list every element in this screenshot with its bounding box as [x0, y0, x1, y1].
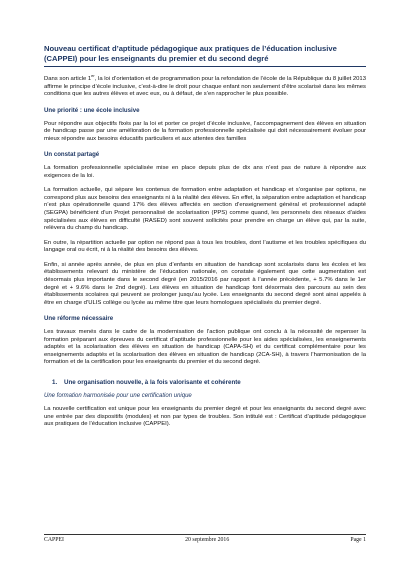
- document-title: Nouveau certificat d’aptitude pédagogique aux pratiques de l’éducation inclusive (CAPPEI) pour les enseignants du premier et du second degré: [44, 44, 366, 67]
- page-footer: [44, 534, 366, 544]
- section-1-heading: [52, 379, 366, 387]
- heading-reform: Une réforme nécessaire: [44, 315, 114, 323]
- heading-priority: Une priorité : une école inclusive: [44, 106, 140, 114]
- constat-paragraph-1: La formation professionnelle spécialisée mise en place depuis plus de dix ans n’est pas de nature à répondre aux exigences de la loi.: [44, 164, 366, 179]
- section-1-number: 1.: [52, 379, 58, 386]
- footer-doc-name: CAPPEI: [44, 537, 64, 543]
- priority-paragraph: Pour répondre aux objectifs fixés par la loi et porter ce projet d’école inclusive, l’accompagnement des élèves en situation de handicap passe par une amélioration de la formation professionnelle spécialisée qui doit nécessairement évoluer pour mieux répondre aux besoins éducatifs particuliers et aux attentes des familles: [44, 120, 366, 142]
- constat-paragraph-3: En outre, la répartition actuelle par option ne répond pas à tous les troubles, dont l’autisme et les troubles spécifiques du langage oral ou écrit, ni à la réalité des besoins des élèves.: [44, 239, 366, 254]
- intro-text-end: , la loi d’orientation et de programmation pour la refondation de l’école de la République du 8 juillet 2013 affirme le principe d’école inclusive, c’est-à-dire le droit pour chaque enfant non seulement d’être scolarisé dans les mêmes conditions que les autres élèves et avec eux, ou à défaut, de s’en rapprocher le plus possible.: [44, 76, 366, 98]
- section-1-subheading: Une formation harmonisée pour une certification unique: [44, 392, 192, 399]
- footer-page-number: Page 1: [350, 537, 366, 543]
- intro-superscript: er: [91, 73, 95, 79]
- reform-paragraph: Les travaux menés dans le cadre de la modernisation de l’action publique ont conclu à la nécessité de repenser la formation préparant aux épreuves du certificat d’aptitude professionnelle pour les aides spécialisées, les enseignements adaptés et la scolarisation des élèves en situation de handicap (CAPA-SH) et du certificat complémentaire pour les enseignements adaptés et la scolarisation des élèves en situation de handicap (2CA-SH), à travers l’harmonisation de la formation et de la certification pour les enseignants du premier et du second degré.: [44, 329, 366, 366]
- constat-paragraph-2: La formation actuelle, qui sépare les contenus de formation entre adaptation et handicap et s’organise par options, ne correspond plus aux besoins des enseignants ni à la réalité des élèves. En effet, la séparation entre adaptation et handicap n’est plus opérationnelle quand 17% des élèves affectés en section d’enseignement général et professionnel adapté (SEGPA) bénéficient d’un Projet personnalisé de scolarisation (PPS) comme quand, les personnels des réseaux d’aides spécialisées aux élèves en difficulté (RASED) sont souvent sollicités pour prendre en charge un élève qui, par la suite, relèvera du champ du handicap.: [44, 187, 366, 232]
- heading-constat: Un constat partagé: [44, 151, 100, 159]
- constat-paragraph-4: Enfin, si année après année, de plus en plus d’enfants en situation de handicap sont scolarisés dans les écoles et les établissements relevant du ministère de l’éducation nationale, on constate également que cette augmentation est désormais plus importante dans le second degré (en 2015/2016 par rapport à l’année précédente, + 5.7% dans le 1er degré et + 9.6% dans le 2nd degré). Les élèves en situation de handicap font désormais des parcours au sein des établissements scolaires qui peuvent se prolonger jusqu’au lycée. Les enseignants du second degré sont ainsi appelés à être en charge d’ULIS collège ou lycée au même titre que leurs homologues spécialisés du premier degré.: [44, 261, 366, 306]
- section-1-paragraph: La nouvelle certification est unique pour les enseignants du premier degré et pour les enseignants du second degré avec une entrée par des dispositifs (modules) et non par types de troubles. Son intitulé est : Certificat d’aptitude pédagogique aux pratiques de l’éducation inclusive (CAPPEI).: [44, 406, 366, 428]
- intro-text-start: Dans son article 1: [44, 76, 92, 83]
- intro-paragraph: [44, 73, 366, 99]
- footer-date: 20 septembre 2016: [185, 537, 230, 543]
- section-1-title: Une organisation nouvelle, à la fois valorisante et cohérente: [64, 379, 241, 386]
